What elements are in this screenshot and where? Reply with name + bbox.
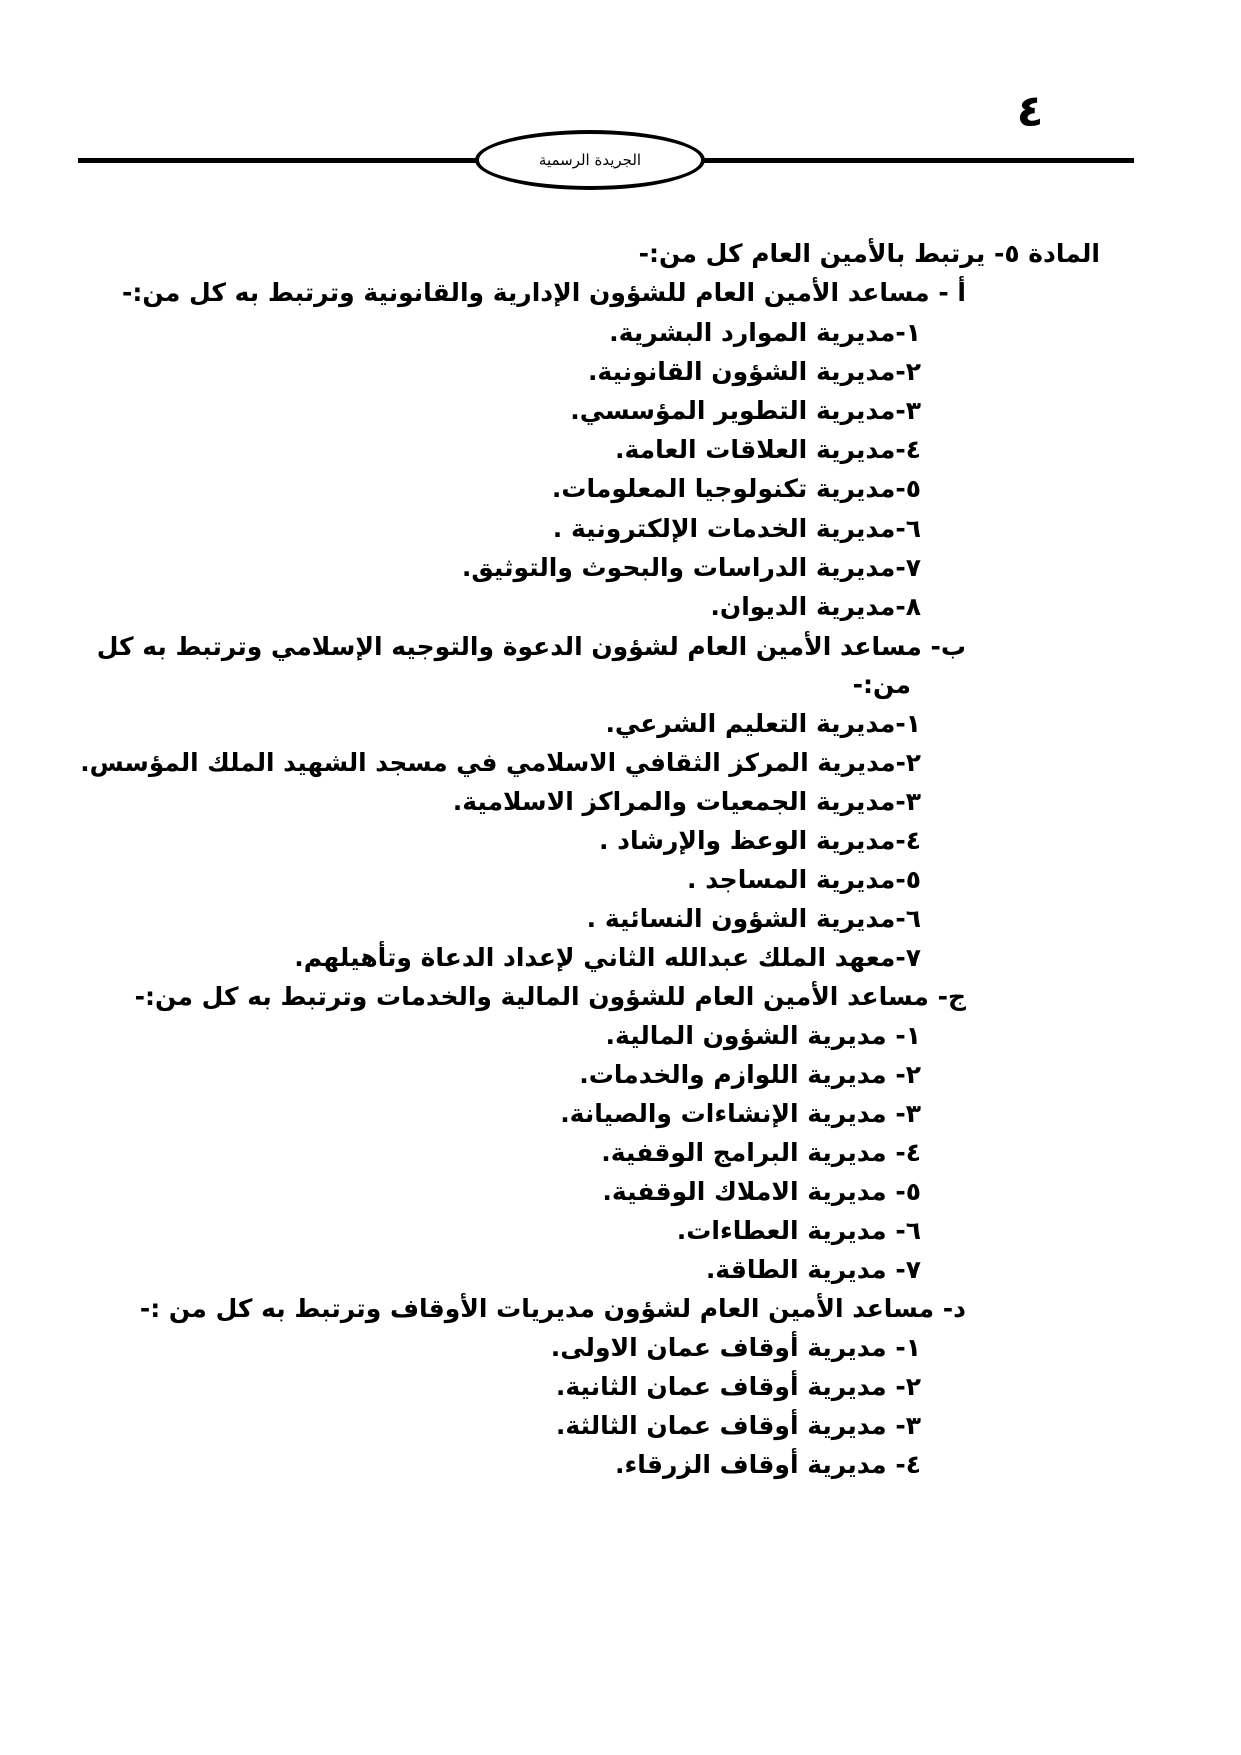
section-a-item: ٨-مديرية الديوان.	[710, 592, 921, 621]
section-b-item: ٣-مديرية الجمعيات والمراكز الاسلامية.	[452, 787, 921, 816]
section-a-item: ٢-مديرية الشؤون القانونية.	[587, 357, 921, 386]
section-b-item: ١-مديرية التعليم الشرعي.	[605, 709, 921, 738]
section-b-item: ٢-مديرية المركز الثقافي الاسلامي في مسجد الشهيد الملك المؤسس.	[80, 748, 921, 777]
section-c-item: ١- مديرية الشؤون المالية.	[605, 1021, 921, 1050]
section-c-item: ٦- مديرية العطاءات.	[676, 1216, 921, 1245]
section-c-item: ٥- مديرية الاملاك الوقفية.	[602, 1177, 921, 1206]
section-a-item: ٣-مديرية التطوير المؤسسي.	[570, 396, 921, 425]
section-a-item: ٦-مديرية الخدمات الإلكترونية .	[552, 514, 921, 543]
section-b-heading: ب- مساعد الأمين العام لشؤون الدعوة والتوجيه الإسلامي وترتبط به كل	[96, 632, 966, 661]
section-c-item: ٧- مديرية الطاقة.	[705, 1255, 921, 1284]
section-c-heading: ج- مساعد الأمين العام للشؤون المالية والخدمات وترتبط به كل من:-	[134, 982, 966, 1011]
page-number: ٤	[1016, 86, 1044, 137]
gazette-title: الجريدة الرسمية	[538, 151, 642, 169]
section-b-item: ٥-مديرية المساجد .	[687, 865, 921, 894]
section-d-item: ٤- مديرية أوقاف الزرقاء.	[614, 1450, 921, 1479]
section-a-item: ١-مديرية الموارد البشرية.	[609, 318, 921, 347]
section-c-item: ٢- مديرية اللوازم والخدمات.	[579, 1060, 921, 1089]
section-b-heading-continued: من:-	[852, 670, 911, 699]
section-d-item: ٣- مديرية أوقاف عمان الثالثة.	[555, 1411, 921, 1440]
section-d-item: ١- مديرية أوقاف عمان الاولى.	[550, 1333, 921, 1362]
section-c-item: ٤- مديرية البرامج الوقفية.	[601, 1138, 921, 1167]
section-a-item: ٧-مديرية الدراسات والبحوث والتوثيق.	[461, 553, 921, 582]
section-a-item: ٤-مديرية العلاقات العامة.	[615, 435, 921, 464]
section-b-item: ٧-معهد الملك عبدالله الثاني لإعداد الدعاة وتأهيلهم.	[294, 943, 921, 972]
section-d-heading: د- مساعد الأمين العام لشؤون مديريات الأوقاف وترتبط به كل من :-	[139, 1294, 966, 1323]
section-b-item: ٤-مديرية الوعظ والإرشاد .	[598, 826, 921, 855]
article-intro: المادة ٥- يرتبط بالأمين العام كل من:-	[638, 239, 1100, 268]
section-b-item: ٦-مديرية الشؤون النسائية .	[586, 904, 921, 933]
section-a-heading: أ - مساعد الأمين العام للشؤون الإدارية والقانونية وترتبط به كل من:-	[121, 278, 966, 307]
section-c-item: ٣- مديرية الإنشاءات والصيانة.	[560, 1099, 921, 1128]
section-a-item: ٥-مديرية تكنولوجيا المعلومات.	[551, 474, 921, 503]
section-d-item: ٢- مديرية أوقاف عمان الثانية.	[555, 1372, 921, 1401]
